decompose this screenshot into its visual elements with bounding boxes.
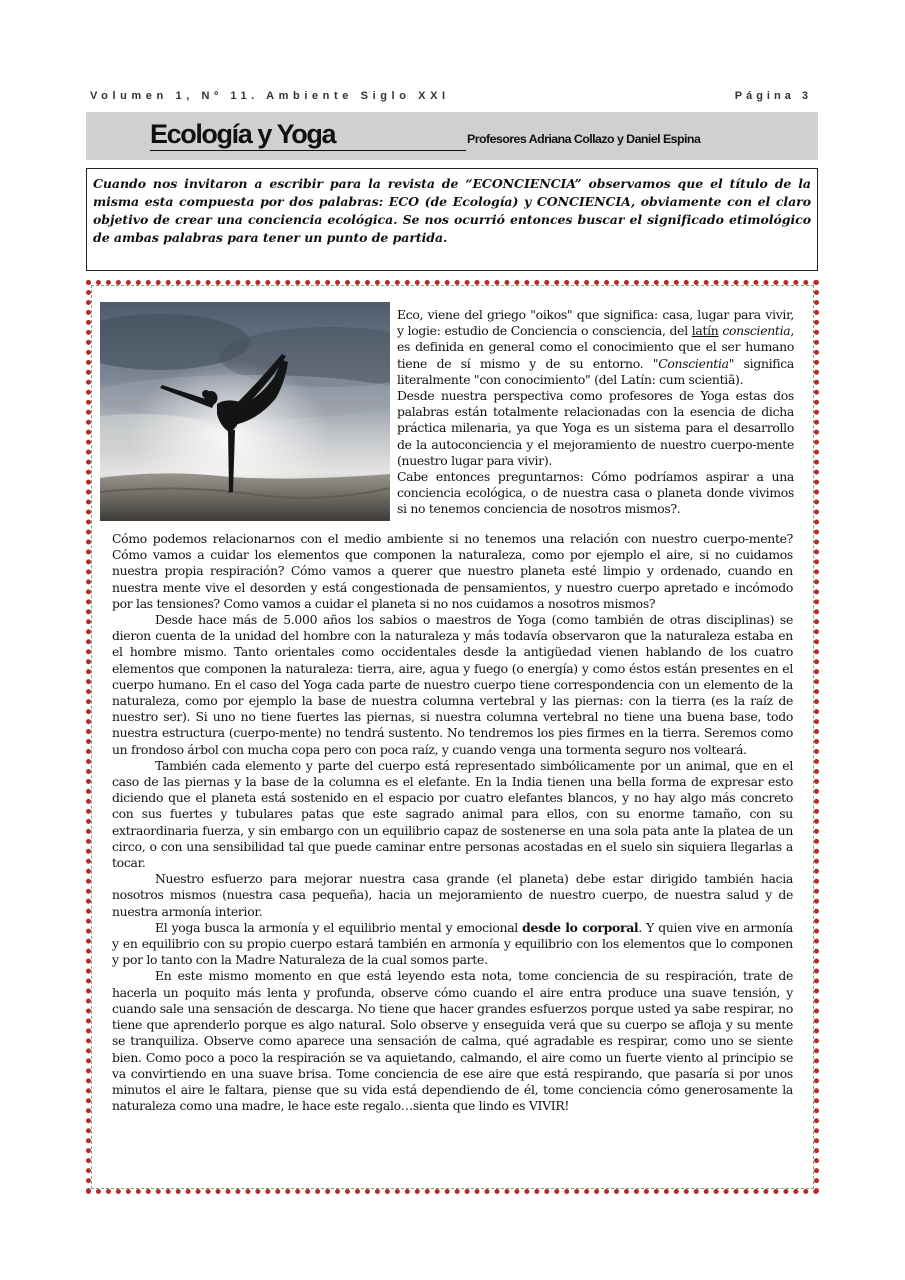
- page-number: Página 3: [734, 90, 812, 102]
- latin-link: latín: [691, 323, 719, 339]
- article-column-top: [397, 307, 794, 518]
- paragraph-eco: [397, 307, 794, 388]
- p1-conscientia-2: Conscientia: [658, 355, 729, 371]
- p7-bold: desde lo corporal: [522, 919, 639, 935]
- paragraph-elephant: También cada elemento y parte del cuerpo está representado simbólicamente por un animal, que en el caso de las piernas y la base de la columna es el elefante. En la India tienen una bella forma de expresar esto diciendo que el planeta está sostenido en el espacio por cuatro elefantes blancos, y no hay algo más concreto con sus fuertes y tubulares patas que este sagrado animal para ellos, con su enorme tamaño, con su extraordinaria fuerza, y sin embargo con un equilibrio capaz de sostenerse en una sola pata ante la platea de un circo, o con una sensibilidad tal que puede caminar entre personas acostadas en el suelo sin siquiera llegarlas a tocar.: [112, 757, 793, 871]
- intro-box: [86, 168, 818, 271]
- volume-info: Volumen 1, Nº 11. Ambiente Siglo XXI: [90, 90, 450, 102]
- yoga-silhouette-photo-icon: [100, 302, 390, 521]
- p1-conscientia: conscientia: [722, 323, 791, 339]
- paragraph-questions: Cómo podemos relacionarnos con el medio ambiente si no tenemos una relación con nuestro cuerpo-mente? Cómo vamos a cuidar los elementos que componen la naturaleza, como por ejemplo el aire, si no cuidamos nuestra propia respiración? Cómo vamos a querer que nuestro planeta esté limpio y ordenado, cuando en nuestra mente vive el desorden y está congestionada de pensamientos, y nuestro cuerpo apretado e incómodo por las tensiones? Como vamos a cuidar el planeta si no nos cuidamos a nosotros mismos?: [112, 531, 793, 611]
- p7-text-b: . Y quien vive en armonía y en equilibrio con su propio cuerpo estará también en armonía y equilibrio con los elementos que lo componen y por lo tanto con la Madre Naturaleza de la cual somos parte.: [112, 919, 793, 968]
- yoga-photo: [100, 302, 390, 521]
- running-header: [90, 90, 812, 106]
- paragraph-effort: Nuestro esfuerzo para mejorar nuestra casa grande (el planeta) debe estar dirigido también hacia nosotros mismos (nuestra casa pequeña), hacia un mejoramiento de nuestro cuerpo, de nuestra salud y de nuestra armonía interior.: [112, 871, 793, 919]
- article-column-main: [112, 531, 793, 1114]
- paragraph-harmony: [112, 920, 793, 969]
- paragraph-breathing: En este mismo momento en que está leyendo esta nota, tome conciencia de su respiración, trate de hacerla un poquito más lenta y profunda, observe cómo cuando el aire entra produce una suave tensión, y cuando sale una sensación de descarga. No tiene que hacer grandes esfuerzos porque usted ya sabe respirar, no tiene que aprenderlo porque es algo natural. Solo observe y enseguida verá que su cuerpo se afloja y su mente se tranquiliza. Observe como aparece una sensación de calma, qué agradable es respirar, como uno se siente bien. Como poco a poco la respiración se va aquietando, calmando, el aire como un fuerte viento al principio se va convirtiendo en una suave brisa. Tome conciencia de ese aire que está respirando, que pasaría si por unos minutos el aire le faltara, piense que su vida está dependiendo de él, tome conciencia cómo generosamente la naturaleza como una madre, le hace este regalo…sienta que lindo es VIVIR!: [112, 968, 793, 1114]
- p1-text-c: , es definida en general como el conocimiento que el ser humano tiene de sí mismo y de su entorno. ": [397, 323, 794, 371]
- p7-text-a: El yoga busca la armonía y el equilibrio mental y emocional: [155, 919, 523, 935]
- paragraph-question: Cabe entonces preguntarnos: Cómo podríamos aspirar a una conciencia ecológica, o de nuestra casa o planeta donde vivimos si no tenemos conciencia de nosotros mismos?.: [397, 469, 794, 517]
- article-title: Ecología y Yoga: [150, 118, 466, 151]
- article-authors: Profesores Adriana Collazo y Daniel Espina: [467, 132, 701, 146]
- intro-text: Cuando nos invitaron a escribir para la revista de “ECONCIENCIA” observamos que el título de la misma esta compuesta por dos palabras: ECO (de Ecología) y CONCIENCIA, obviamente con el claro objetivo de crear una conciencia ecológica. Se nos ocurrió entonces buscar el significado etimológico de ambas palabras para tener un punto de partida.: [93, 176, 811, 245]
- title-band: [86, 112, 818, 160]
- p1-text-d: " significa literalmente "con conocimiento" (del Latín: cum scientiã).: [397, 355, 794, 387]
- p1-text-a: Eco, viene del griego "oikos" que significa: casa, lugar para vivir, y logie: estudio de Conciencia o consciencia, del: [397, 307, 794, 339]
- paragraph-perspective: Desde nuestra perspectiva como profesores de Yoga estas dos palabras están totalmente relacionadas con la esencia de dicha práctica milenaria, ya que Yoga es un sistema para el desarrollo de la autoconciencia y el mejoramiento de nuestro cuerpo-mente (nuestro lugar para vivir).: [397, 388, 794, 468]
- paragraph-history: Desde hace más de 5.000 años los sabios o maestros de Yoga (como también de otras disciplinas) se dieron cuenta de la unidad del hombre con la naturaleza y más todavía observaron que la naturaleza estaba en el hombre mismo. Tanto orientales como occidentales desde la antigüedad vienen hablando de los cuatro elementos que componen la naturaleza: tierra, aire, agua y fuego (o energía) y como éstos están presentes en el cuerpo humano. En el caso del Yoga cada parte de nuestro cuerpo tiene correspondencia con un elemento de la naturaleza, como por ejemplo la base de nuestra columna vertebral y las piernas: con la tierra (es la raíz de nuestro ser). Si uno no tiene fuertes las piernas, si nuestra columna vertebral no tiene una buena base, todo nuestra estructura (cuerpo-mente) no tendrá sustento. No tendremos los pies firmes en la tierra. Seremos como un frondoso árbol con mucha copa pero con poca raíz, y cuando venga una tormenta seguro nos volteará.: [112, 612, 793, 757]
